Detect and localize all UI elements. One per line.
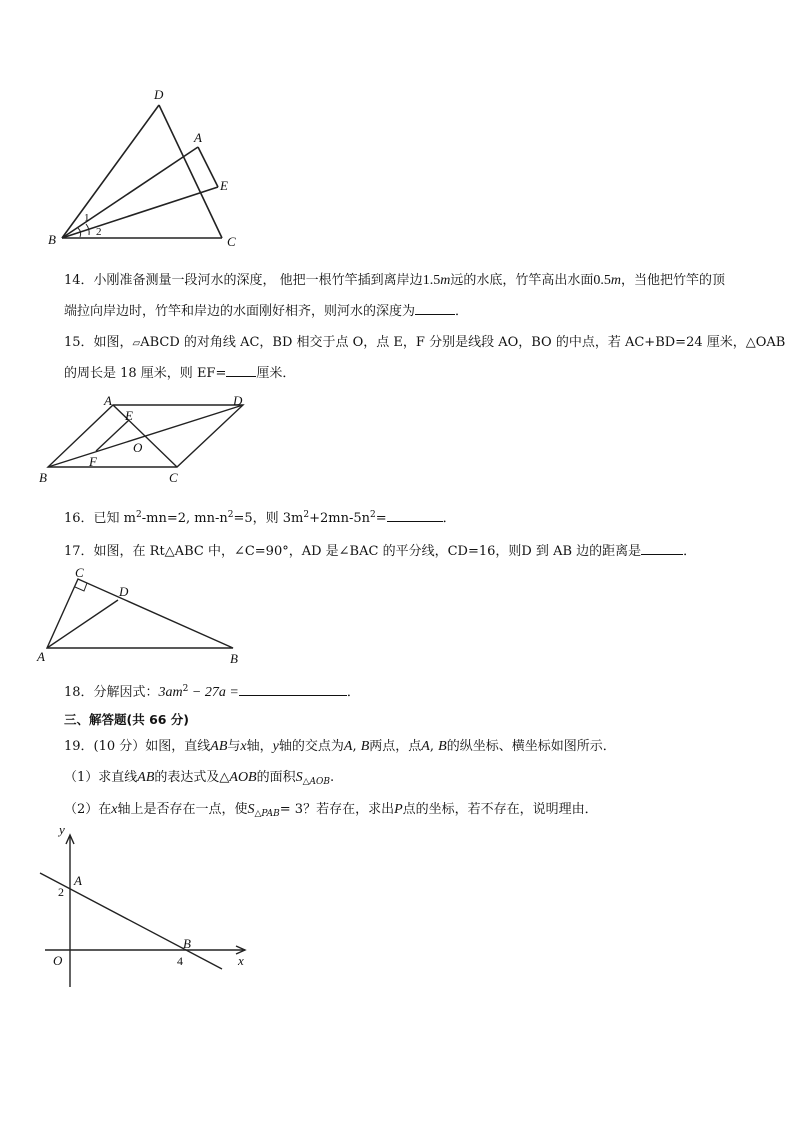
question-15-line-2: 的周长是 18 厘米，则 EF= 厘米． [64, 362, 295, 384]
question-16: 16．已知 $m^2-mn=2$, $mn-n^2=5$，则 $3m^2+2mn-5n^2=$ ． [64, 505, 456, 529]
label-F: F [89, 454, 97, 469]
answer-blank-q15[interactable] [226, 362, 256, 377]
answer-blank-q16[interactable] [387, 507, 443, 522]
section-heading: 三、解答题(共 66 分) [64, 712, 190, 727]
label-O: O [133, 440, 143, 455]
right-triangle-figure-q17 [35, 565, 255, 667]
x-intercept-value: 4 [177, 954, 183, 968]
label-A: A [104, 393, 112, 408]
question-14-line-1: 14．小刚准备测量一段河水的深度， 他把一根竹竿插到离岸边1.5m远的水底，竹竿高出水面0.5m，当他把竹竿的顶 [64, 273, 725, 288]
question-17: 17．如图，在 Rt△ABC 中，∠C=90°，AD 是∠BAC 的平分线，CD=16，则D 到 AB 边的距离是 ． [64, 540, 696, 562]
label-E: E [125, 408, 133, 423]
label-C: C [75, 565, 84, 580]
question-19-part-1: （1）求直线AB的表达式及△AOB的面积$S_{\triangle AOB}$. [64, 770, 335, 787]
question-14-line-2: 端拉向岸边时，竹竿和岸边的水面刚好相齐，则河水的深度为 ． [64, 300, 468, 322]
angle-1-label: 1 [84, 212, 90, 224]
label-A: A [74, 873, 82, 888]
origin-label: O [53, 953, 63, 968]
coordinate-figure-q19 [35, 822, 265, 992]
label-D: D [119, 584, 129, 599]
triangle-figure-q13 [40, 85, 260, 255]
label-A: A [194, 130, 202, 145]
label-E: E [220, 178, 228, 193]
label-D: D [233, 393, 243, 408]
angle-2-label: 2 [96, 226, 102, 238]
question-18: 18．分解因式：$3am^2 - 27a$ = ． [64, 679, 360, 703]
parallelogram-symbol: ▱ [132, 338, 141, 349]
label-C: C [169, 470, 178, 485]
answer-blank-q18[interactable] [239, 681, 347, 696]
label-D: D [154, 87, 164, 102]
label-B: B [48, 232, 56, 247]
y-axis-label: y [59, 822, 65, 837]
question-15-line-1: 15．如图，▱ABCD 的对角线 AC，BD 相交于点 O，点 E，F 分别是线段 AO，BO 的中点，若 AC+BD=24 厘米，△OAB [64, 335, 786, 350]
y-intercept-value: 2 [58, 885, 64, 899]
label-B: B [230, 651, 238, 666]
x-axis-label: x [238, 953, 244, 968]
label-A: A [37, 649, 45, 664]
question-19-part-2: （2）在x轴上是否存在一点，使$S_{\triangle PAB}= 3$？若存在，求出P点的坐标，若不存在，说明理由． [64, 802, 598, 819]
label-B: B [183, 936, 191, 951]
parallelogram-figure-q15 [35, 392, 255, 487]
answer-blank-q17[interactable] [641, 540, 683, 555]
answer-blank-q14[interactable] [415, 300, 455, 315]
label-B: B [39, 470, 47, 485]
question-19-line-1: 19．(10 分）如图，直线AB与x轴，y轴的交点为A, B两点，点A, B的纵坐标、横坐标如图所示． [64, 739, 616, 754]
label-C: C [227, 234, 236, 249]
